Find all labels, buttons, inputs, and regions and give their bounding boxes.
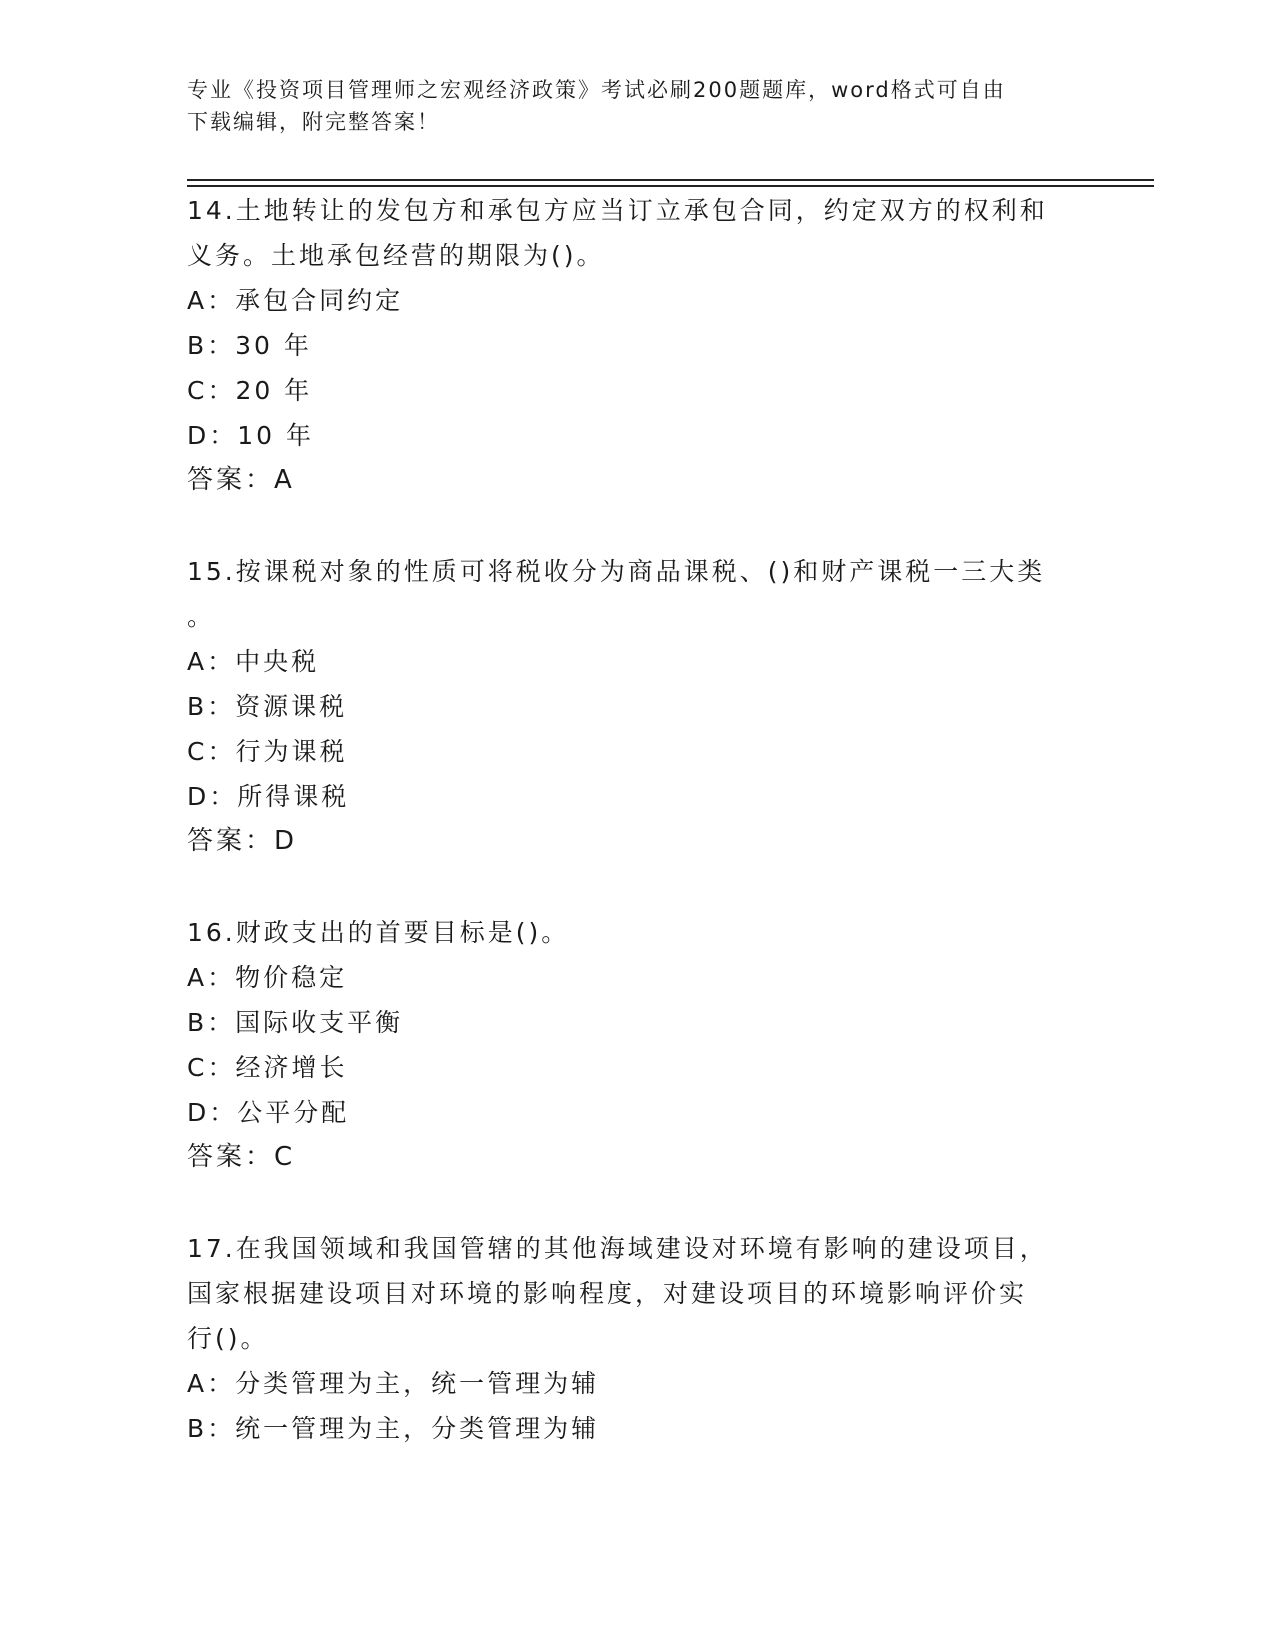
option-a: A：物价稳定 <box>187 963 348 992</box>
answer: 答案：D <box>187 826 298 856</box>
header-divider-top <box>187 179 1154 181</box>
option-d: D：所得课税 <box>187 782 350 811</box>
header-line-2: 下载编辑，附完整答案！ <box>187 110 440 134</box>
stem-line: 17.在我国领域和我国管辖的其他海域建设对环境有影响的建设项目， <box>187 1234 1048 1263</box>
stem-line: 16.财政支出的首要目标是()。 <box>187 918 570 947</box>
option-d: D：公平分配 <box>187 1098 350 1127</box>
stem-line: 。 <box>187 602 216 631</box>
option-b: B：统一管理为主，分类管理为辅 <box>187 1414 600 1443</box>
option-b: B：30 年 <box>187 331 312 360</box>
answer: 答案：A <box>187 465 295 495</box>
option-d: D：10 年 <box>187 421 315 450</box>
question-list <box>187 188 1087 1451</box>
option-a: A：分类管理为主，统一管理为辅 <box>187 1369 600 1398</box>
question-15 <box>187 549 1087 864</box>
header-divider-bottom <box>187 185 1154 187</box>
question-16 <box>187 910 1087 1180</box>
option-b: B：国际收支平衡 <box>187 1008 404 1037</box>
question-stem <box>187 1226 1087 1361</box>
option-c: C：经济增长 <box>187 1053 348 1082</box>
question-stem <box>187 549 1087 639</box>
option-b: B：资源课税 <box>187 692 348 721</box>
option-c: C：20 年 <box>187 376 313 405</box>
question-17 <box>187 1226 1087 1451</box>
spacer <box>187 864 1087 910</box>
header-line-1: 专业《投资项目管理师之宏观经济政策》考试必刷200题题库，word格式可自由 <box>187 78 1006 102</box>
stem-line: 行()。 <box>187 1324 269 1353</box>
document-header <box>187 74 1067 138</box>
answer: 答案：C <box>187 1142 296 1172</box>
stem-line: 14.土地转让的发包方和承包方应当订立承包合同，约定双方的权利和 <box>187 196 1048 225</box>
stem-line: 15.按课税对象的性质可将税收分为商品课税、()和财产课税一三大类 <box>187 557 1046 586</box>
option-a: A：中央税 <box>187 647 320 676</box>
stem-line: 义务。土地承包经营的期限为()。 <box>187 241 605 270</box>
option-a: A：承包合同约定 <box>187 286 404 315</box>
option-c: C：行为课税 <box>187 737 348 766</box>
spacer <box>187 503 1087 549</box>
question-stem <box>187 188 1087 278</box>
stem-line: 国家根据建设项目对环境的影响程度，对建设项目的环境影响评价实 <box>187 1279 1028 1308</box>
spacer <box>187 1180 1087 1226</box>
question-stem <box>187 910 1087 955</box>
question-14 <box>187 188 1087 503</box>
